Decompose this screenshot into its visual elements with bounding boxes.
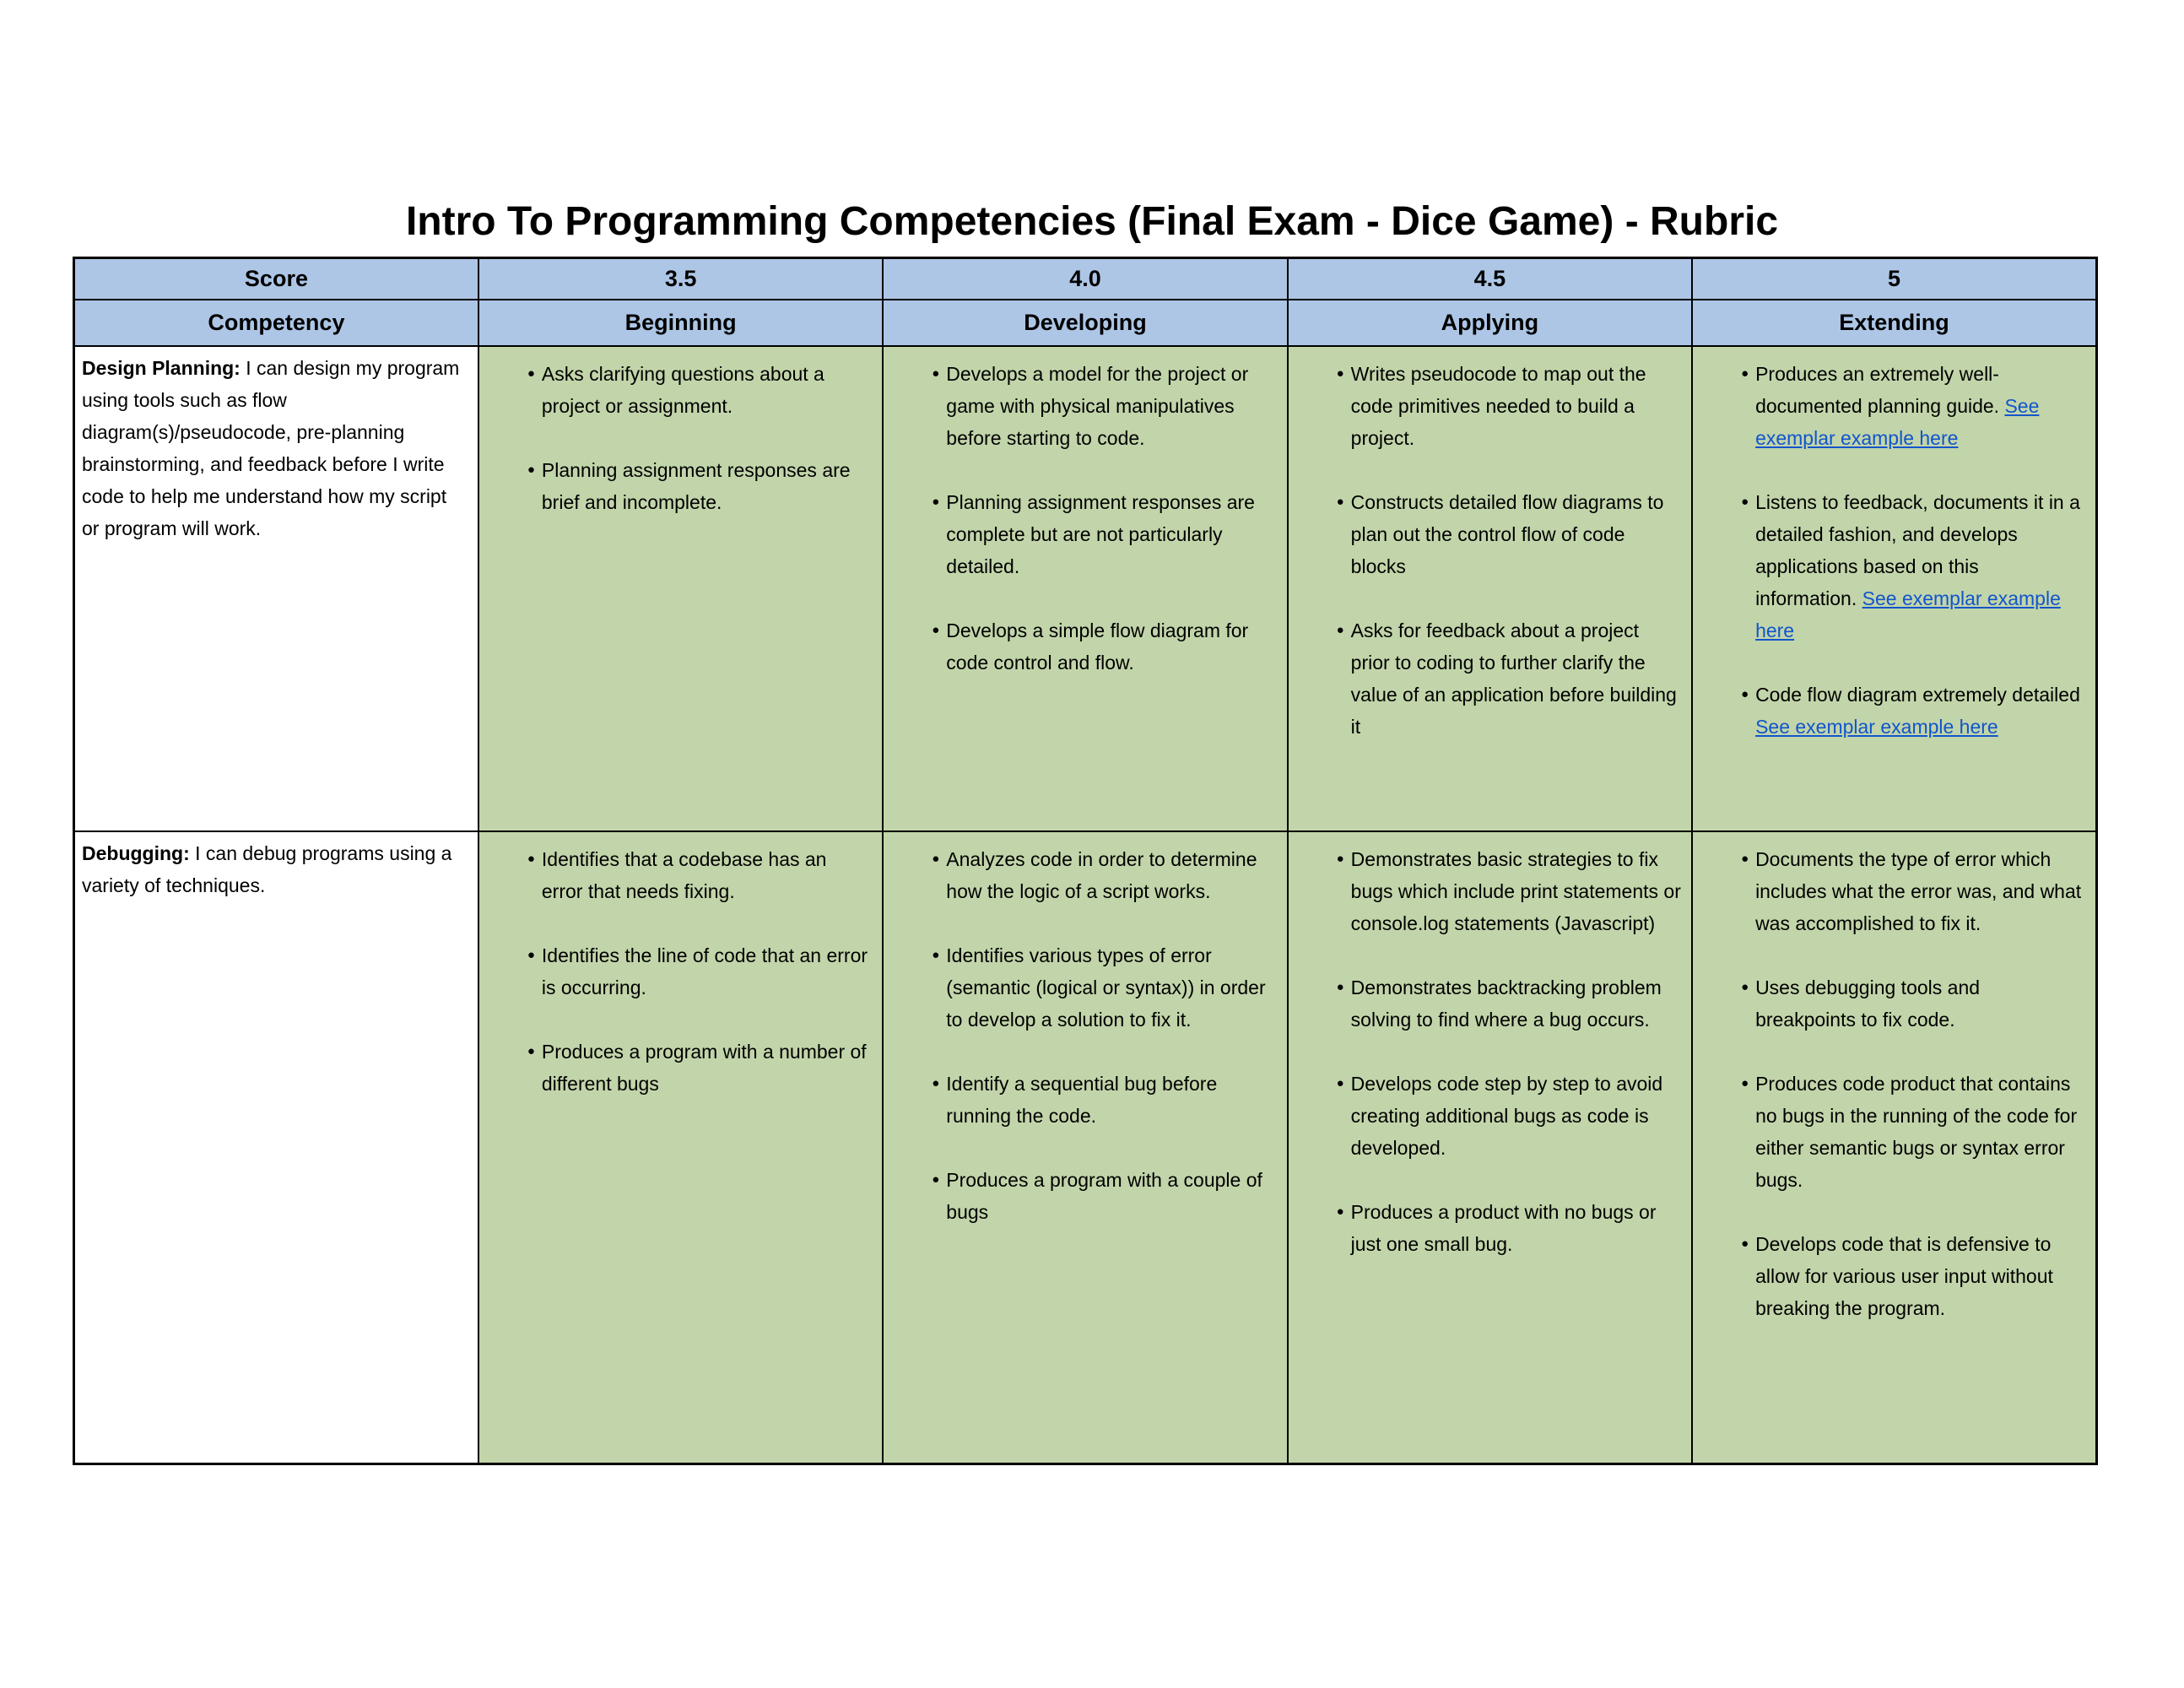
- bullet-item: [479, 843, 882, 907]
- bullet-item: [1693, 1068, 2095, 1196]
- score-value-4-5: 4.5: [1288, 258, 1692, 300]
- level-header-applying: Applying: [1288, 300, 1692, 346]
- level-cell-design-planning-developing: [883, 346, 1287, 831]
- competency-cell-design-planning: [74, 346, 478, 831]
- bullet-text: Listens to feedback, documents it in a detailed fashion, and develops applications based on this information. See exemplar example here: [1755, 490, 2080, 641]
- bullet-item: [479, 454, 882, 518]
- level-cell-debugging-beginning: [478, 831, 883, 1464]
- score-header-row: [74, 258, 2097, 300]
- competency-header-label: Competency: [74, 300, 478, 346]
- bullet-text: Analyzes code in order to determine how the logic of a script works.: [946, 847, 1257, 902]
- bullet-text: Identify a sequential bug before running the code.: [946, 1072, 1218, 1127]
- competency-description: I can debug programs using a variety of techniques.: [82, 841, 452, 896]
- bullet-icon: ●: [1336, 494, 1344, 509]
- bullet-icon: ●: [1741, 686, 1749, 701]
- bullet-icon: ●: [1741, 851, 1749, 866]
- bullet-text: Writes pseudocode to map out the code primitives needed to build a project.: [1350, 362, 1646, 449]
- rubric-row-debugging: [74, 831, 2097, 1464]
- rubric-row-design-planning: [74, 346, 2097, 831]
- bullet-text: Asks clarifying questions about a project or assignment.: [541, 362, 824, 417]
- bullet-item: [884, 843, 1286, 907]
- bullet-icon: ●: [932, 947, 940, 962]
- level-cell-design-planning-extending: [1692, 346, 2096, 831]
- bullet-text: Produces an extremely well-documented planning guide. See exemplar example here: [1755, 362, 2040, 449]
- score-value-5: 5: [1692, 258, 2096, 300]
- bullet-text: Documents the type of error which includes what the error was, and what was accomplished to fix it.: [1755, 847, 2082, 934]
- exemplar-link[interactable]: See exemplar example here: [1755, 394, 2040, 449]
- bullet-icon: ●: [1336, 365, 1344, 381]
- bullet-item: [1289, 843, 1691, 939]
- bullet-icon: ●: [527, 851, 535, 866]
- level-header-developing: Developing: [883, 300, 1287, 346]
- bullet-list: [479, 843, 882, 1100]
- bullet-icon: ●: [1741, 494, 1749, 509]
- bullet-item: [884, 486, 1286, 582]
- bullet-icon: ●: [1741, 1236, 1749, 1251]
- bullet-text: Develops code step by step to avoid creating additional bugs as code is developed.: [1350, 1072, 1663, 1159]
- bullet-icon: ●: [932, 1075, 940, 1090]
- bullet-text: Produces a program with a number of different bugs: [541, 1040, 867, 1095]
- bullet-list: [1289, 358, 1691, 743]
- bullet-icon: ●: [527, 947, 535, 962]
- bullet-list: [884, 358, 1286, 679]
- exemplar-link[interactable]: See exemplar example here: [1755, 587, 2061, 641]
- competency-name: Design Planning:: [82, 356, 241, 379]
- bullet-item: [1693, 358, 2095, 454]
- bullet-text: Planning assignment responses are complete but are not particularly detailed.: [946, 490, 1255, 577]
- bullet-list: [1693, 843, 2095, 1324]
- bullet-item: [1693, 679, 2095, 743]
- score-value-3-5: 3.5: [478, 258, 883, 300]
- level-header-extending: Extending: [1692, 300, 2096, 346]
- bullet-item: [1693, 486, 2095, 647]
- bullet-item: [884, 1164, 1286, 1228]
- level-cell-design-planning-applying: [1288, 346, 1692, 831]
- bullet-list: [1289, 843, 1691, 1260]
- competency-cell-debugging: [74, 831, 478, 1464]
- bullet-list: [479, 358, 882, 518]
- bullet-icon: ●: [1336, 851, 1344, 866]
- bullet-item: [884, 614, 1286, 679]
- page-title: Intro To Programming Competencies (Final Exam - Dice Game) - Rubric: [405, 199, 1779, 244]
- bullet-item: [1289, 358, 1691, 454]
- bullet-text: Demonstrates basic strategies to fix bugs which include print statements or console.log statements (Javascript): [1350, 847, 1681, 934]
- bullet-icon: ●: [932, 1171, 940, 1187]
- bullet-text: Demonstrates backtracking problem solving to find where a bug occurs.: [1350, 976, 1662, 1031]
- level-cell-design-planning-beginning: [478, 346, 883, 831]
- bullet-item: [1289, 971, 1691, 1036]
- bullet-icon: ●: [932, 365, 940, 381]
- bullet-icon: ●: [1741, 365, 1749, 381]
- bullet-item: [479, 1036, 882, 1100]
- bullet-text: Uses debugging tools and breakpoints to fix code.: [1755, 976, 1981, 1031]
- level-cell-debugging-extending: [1692, 831, 2096, 1464]
- bullet-text: Produces a program with a couple of bugs: [946, 1168, 1262, 1223]
- bullet-item: [1289, 486, 1691, 582]
- bullet-item: [884, 939, 1286, 1036]
- bullet-item: [884, 358, 1286, 454]
- score-header-label: Score: [74, 258, 478, 300]
- bullet-item: [1289, 1196, 1691, 1260]
- bullet-item: [1693, 971, 2095, 1036]
- bullet-item: [1289, 1068, 1691, 1164]
- bullet-text: Identifies that a codebase has an error that needs fixing.: [541, 847, 827, 902]
- bullet-text: Identifies various types of error (semantic (logical or syntax)) in order to develop a solution to fix it.: [946, 944, 1266, 1031]
- bullet-icon: ●: [527, 1043, 535, 1058]
- bullet-text: Produces code product that contains no bugs in the running of the code for either semantic bugs or syntax error bugs.: [1755, 1072, 2078, 1191]
- bullet-text: Develops code that is defensive to allow for various user input without breaking the program.: [1755, 1232, 2053, 1319]
- bullet-text: Produces a product with no bugs or just one small bug.: [1350, 1200, 1657, 1255]
- bullet-text: Develops a simple flow diagram for code control and flow.: [946, 619, 1249, 674]
- bullet-item: [884, 1068, 1286, 1132]
- bullet-icon: ●: [1336, 979, 1344, 994]
- rubric-table: [73, 257, 2098, 1465]
- bullet-icon: ●: [932, 494, 940, 509]
- bullet-item: [1693, 843, 2095, 939]
- competency-header-row: [74, 300, 2097, 346]
- competency-name: Debugging:: [82, 841, 190, 864]
- bullet-item: [1693, 1228, 2095, 1324]
- exemplar-link[interactable]: See exemplar example here: [1755, 715, 1998, 738]
- bullet-item: [479, 939, 882, 1004]
- bullet-list: [1693, 358, 2095, 743]
- bullet-icon: ●: [527, 462, 535, 477]
- bullet-item: [479, 358, 882, 422]
- bullet-icon: ●: [527, 365, 535, 381]
- level-cell-debugging-developing: [883, 831, 1287, 1464]
- bullet-text: Develops a model for the project or game with physical manipulatives before starting to code.: [946, 362, 1249, 449]
- bullet-icon: ●: [1741, 979, 1749, 994]
- bullet-text: Identifies the line of code that an error is occurring.: [541, 944, 868, 998]
- bullet-text: Code flow diagram extremely detailed See exemplar example here: [1755, 683, 2080, 738]
- bullet-text: Asks for feedback about a project prior to coding to further clarify the value of an application before building it: [1350, 619, 1677, 738]
- score-value-4-0: 4.0: [883, 258, 1287, 300]
- level-header-beginning: Beginning: [478, 300, 883, 346]
- bullet-icon: ●: [932, 622, 940, 637]
- bullet-list: [884, 843, 1286, 1228]
- competency-description: I can design my program using tools such as flow diagram(s)/pseudocode, pre-planning brainstorming, and feedback before I write code to help me understand how my script or program will work.: [82, 356, 460, 539]
- bullet-icon: ●: [1336, 622, 1344, 637]
- bullet-icon: ●: [1336, 1204, 1344, 1219]
- bullet-text: Planning assignment responses are brief and incomplete.: [541, 458, 851, 513]
- bullet-icon: ●: [932, 851, 940, 866]
- level-cell-debugging-applying: [1288, 831, 1692, 1464]
- bullet-icon: ●: [1336, 1075, 1344, 1090]
- bullet-icon: ●: [1741, 1075, 1749, 1090]
- bullet-item: [1289, 614, 1691, 743]
- bullet-text: Constructs detailed flow diagrams to plan out the control flow of code blocks: [1350, 490, 1664, 577]
